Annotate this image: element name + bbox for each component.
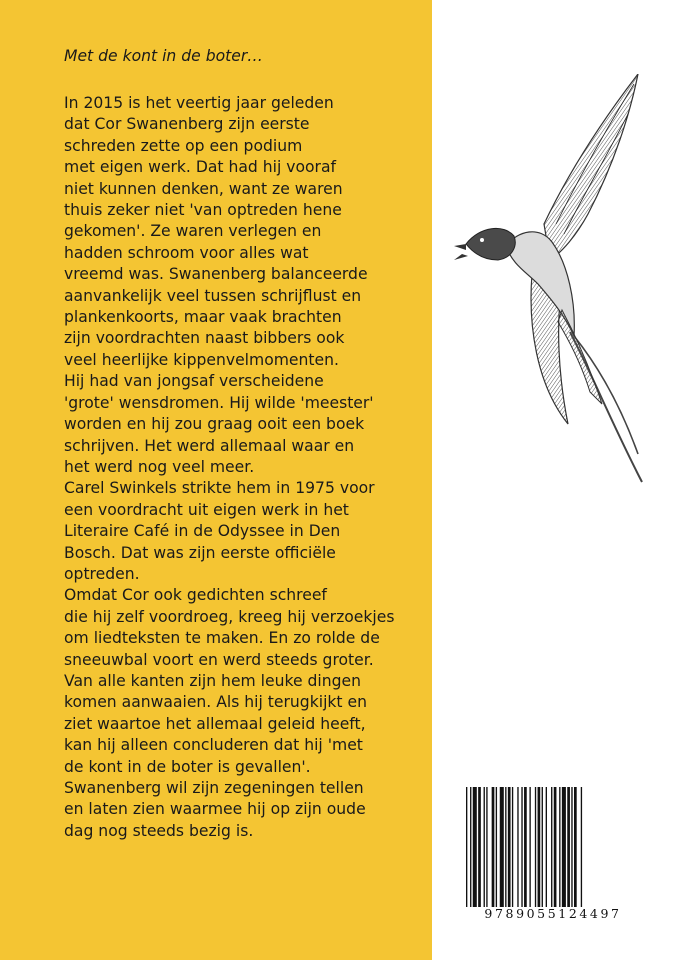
blurb-line: komen aanwaaien. Als hij terugkijkt en [64, 693, 367, 712]
blurb-line: In 2015 is het veertig jaar geleden [64, 94, 334, 112]
blurb-line: vreemd was. Swanenberg balanceerde [64, 265, 368, 284]
blurb-text [64, 93, 394, 842]
blurb-line: kan hij alleen concluderen dat hij 'met [64, 736, 363, 755]
blurb-line: sneeuwbal voort en werd steeds groter. [64, 650, 374, 669]
blurb-line: Van alle kanten zijn hem leuke dingen [64, 671, 362, 690]
blurb-line: Omdat Cor ook gedichten schreef [64, 586, 327, 605]
blurb-line: dat Cor Swanenberg zijn eerste [64, 115, 310, 134]
blurb-line: veel heerlijke kippenvelmomenten. [64, 350, 339, 369]
blurb-line: optreden. [64, 564, 140, 583]
blurb-line: Carel Swinkels strikte hem in 1975 voor [64, 479, 375, 498]
blurb-line: niet kunnen denken, want ze waren [64, 179, 343, 198]
blurb-line: de kont in de boter is gevallen'. [64, 757, 311, 776]
blurb-line: om liedteksten te maken. En zo rolde de [64, 629, 380, 648]
blurb-line: Swanenberg wil zijn zegeningen tellen [64, 779, 364, 797]
bird-head [466, 228, 515, 260]
bird-right-wing [544, 74, 638, 260]
blurb-line: gekomen'. Ze waren verlegen en [64, 222, 322, 241]
barcode-number: 9789055124497 [484, 906, 622, 921]
blurb-line: schrijven. Het werd allemaal waar en [64, 436, 355, 455]
blurb-line: schreden zette op een podium [64, 136, 303, 155]
blurb-line: hadden schroom voor alles wat [64, 243, 309, 262]
back-cover-title: Met de kont in de boter… [64, 47, 263, 65]
blurb-line: 'grote' wensdromen. Hij wilde 'meester' [64, 393, 374, 412]
blurb-line: een voordracht uit eigen werk in het [64, 500, 349, 519]
blurb-line: worden en hij zou graag ooit een boek [64, 415, 365, 434]
blurb-line: aanvankelijk veel tussen schrijflust en [64, 286, 362, 305]
blurb-line: ziet waartoe het allemaal geleid heeft, [64, 714, 366, 733]
blurb-line: plankenkoorts, maar vaak brachten [64, 308, 342, 327]
barcode-bars [464, 787, 642, 907]
blurb-line: Hij had van jongsaf verscheidene [64, 372, 324, 391]
blurb-line: Literaire Café in de Odyssee in Den [64, 522, 341, 541]
blurb-line: met eigen werk. Dat had hij vooraf [64, 158, 337, 177]
blurb-line: dag nog steeds bezig is. [64, 821, 254, 840]
blurb-line: Bosch. Dat was zijn eerste officiële [64, 543, 336, 562]
blurb-line: die hij zelf voordroeg, kreeg hij verzoekjes [64, 607, 395, 626]
isbn-barcode [464, 787, 642, 927]
blurb-line: zijn voordrachten naast bibbers ook [64, 329, 345, 348]
swallow-bird-illustration [452, 74, 644, 484]
blurb-line: en laten zien waarmee hij op zijn oude [64, 800, 366, 819]
blurb-line: het werd nog veel meer. [64, 457, 255, 476]
blurb-line: thuis zeker niet 'van optreden hene [64, 201, 342, 220]
